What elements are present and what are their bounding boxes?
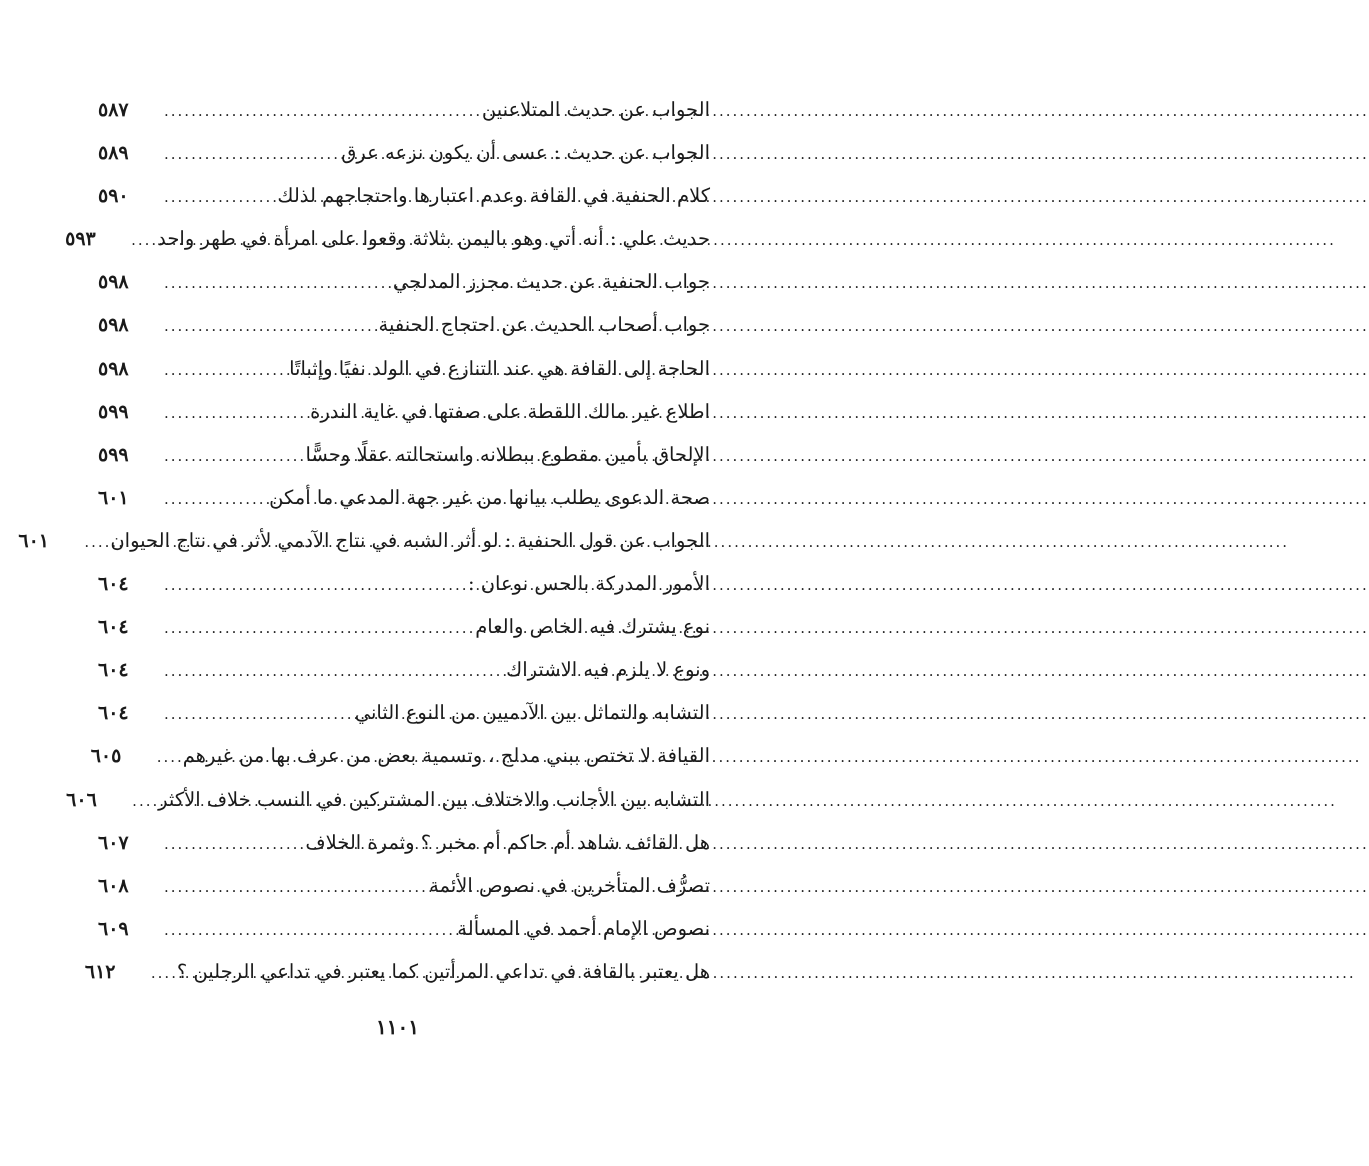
toc-entry (98, 864, 710, 907)
toc-entry (90, 734, 710, 777)
toc-entry-page: ٦٠٤ (98, 573, 129, 596)
toc-entry-page: ٥٩٨ (98, 314, 129, 337)
dot-leader (164, 909, 451, 952)
dot-leader (84, 521, 104, 564)
dot-leader (164, 133, 335, 176)
toc-entry-title: الجواب عن حديث : عسى أن يكون نزعه عرق (341, 141, 710, 165)
toc-entry-title: الجواب عن حديث المتلاعنين (481, 98, 710, 121)
dot-leader (164, 478, 263, 521)
toc-entry-title: الأمور المدركة بالحس نوعان : (467, 572, 710, 596)
table-of-contents (18, 88, 710, 993)
toc-entry-page: ٦٠١ (98, 486, 129, 509)
toc-entry-title: الإلحاق بأمين مقطوع ببطلانه واستحالته عقلًا وحسًّا (305, 442, 710, 466)
toc-entry (98, 174, 710, 217)
toc-entry (18, 519, 710, 562)
dot-leader (164, 564, 462, 607)
dot-leader (164, 607, 469, 650)
toc-entry-page: ٦٠٨ (98, 874, 129, 897)
toc-entry-page: ٦٠٥ (90, 745, 122, 768)
toc-entry (98, 821, 710, 864)
toc-entry (98, 390, 710, 433)
toc-entry-page: ٦١٢ (84, 960, 116, 983)
toc-entry (84, 950, 710, 993)
toc-entry (98, 907, 710, 950)
dot-leader (164, 262, 387, 305)
toc-entry-title: القيافة لا تختص ببني مدلج ، وتسمية بعض من عرف بها من غيرهم (182, 744, 710, 768)
toc-entry (65, 217, 710, 260)
toc-entry (98, 347, 710, 390)
toc-entry-title: جواب الحنفية عن حديث مجزز المدلجي (392, 270, 710, 294)
toc-entry-title: صحة الدعوى يطلب بيانها من غير جهة المدعي ما أمكن (269, 485, 710, 509)
toc-entry-title: الحاجة إلى القافة هي عند التنازع في الولد نفيًا وإثباتًا (289, 356, 710, 380)
dot-leader (164, 693, 349, 736)
dot-leader (164, 349, 283, 392)
toc-entry (98, 131, 710, 174)
toc-entry-title: حديث علي : أنه أتي وهو باليمن بثلاثة وقعوا على امرأة في طهر واحد (157, 227, 710, 251)
toc-entry (98, 562, 710, 605)
dot-leader (164, 435, 299, 478)
toc-entry-title: ونوع لا يلزم فيه الاشتراك (506, 658, 710, 682)
toc-entry-title: اطلاع غير مالك اللقطة على صفتها في غاية الندرة (310, 399, 710, 423)
toc-entry-title: هل يعتبر بالقافة في تداعي المرأتين كما يعتبر في تداعي الرجلين ؟ (176, 959, 710, 983)
toc-entry-page: ٦٠٧ (98, 831, 129, 854)
toc-entry-title: الجواب عن قول الحنفية : لو أثر الشبه في نتاج الآدمي لأثر في نتاج الحيوان (110, 528, 710, 552)
toc-entry-page: ٥٩٣ (65, 228, 96, 251)
toc-entry (98, 303, 710, 346)
toc-entry (98, 88, 710, 131)
toc-entry-title: تصرُّف المتأخرين في نصوص الأئمة (429, 873, 710, 897)
toc-entry-page: ٥٩٩ (98, 400, 129, 423)
toc-entry (98, 476, 710, 519)
toc-entry (98, 605, 710, 648)
dot-leader (164, 650, 500, 693)
toc-entry-page: ٦٠٤ (98, 659, 129, 682)
dot-leader (164, 392, 304, 435)
toc-entry-page: ٥٩٠ (98, 185, 129, 208)
dot-leader (164, 866, 423, 909)
dot-leader (164, 305, 373, 348)
toc-entry-title: التشابه والتماثل بين الآدميين من النوع الثاني (354, 701, 710, 725)
toc-entry-page: ٦٠٦ (66, 788, 97, 811)
toc-entry-page: ٦٠٤ (98, 702, 129, 725)
toc-entry-page: ٦٠٩ (98, 917, 129, 940)
toc-entry (98, 433, 710, 476)
toc-entry (98, 648, 710, 691)
toc-entry-title: نوع يشترك فيه الخاص والعام (475, 615, 710, 639)
dot-leader (164, 176, 271, 219)
dot-leader (157, 736, 177, 779)
toc-entry-title: جواب أصحاب الحديث عن احتجاج الحنفية (378, 313, 710, 337)
toc-entry-page: ٥٨٧ (98, 99, 129, 121)
toc-entry-page: ٥٨٩ (98, 142, 129, 165)
toc-entry-title: نصوص الإمام أحمد في المسألة (457, 916, 710, 940)
toc-entry-page: ٥٩٨ (98, 271, 129, 294)
dot-leader (131, 219, 151, 262)
toc-entry-page: ٦٠٤ (98, 616, 129, 639)
toc-entry (98, 691, 710, 734)
dot-leader (164, 823, 299, 866)
toc-entry (66, 778, 710, 821)
dot-leader (164, 90, 476, 133)
toc-entry-title: هل القائف شاهد أم حاكم أم مخبر ؟ وثمرة الخلاف (305, 830, 710, 854)
dot-leader (151, 952, 171, 995)
toc-entry-page: ٥٩٨ (98, 357, 129, 380)
toc-entry-title: التشابه بين الأجانب والاختلاف بين المشتركين في النسب خلاف الأكثر (158, 787, 710, 811)
page-number: ١١٠١ (376, 1015, 419, 1039)
toc-entry (98, 260, 710, 303)
toc-entry-page: ٦٠١ (18, 529, 49, 552)
dot-leader (132, 780, 152, 823)
toc-entry-title: كلام الحنفية في القافة وعدم اعتبارها واحتجاجهم لذلك (277, 184, 710, 208)
toc-entry-page: ٥٩٩ (98, 443, 129, 466)
